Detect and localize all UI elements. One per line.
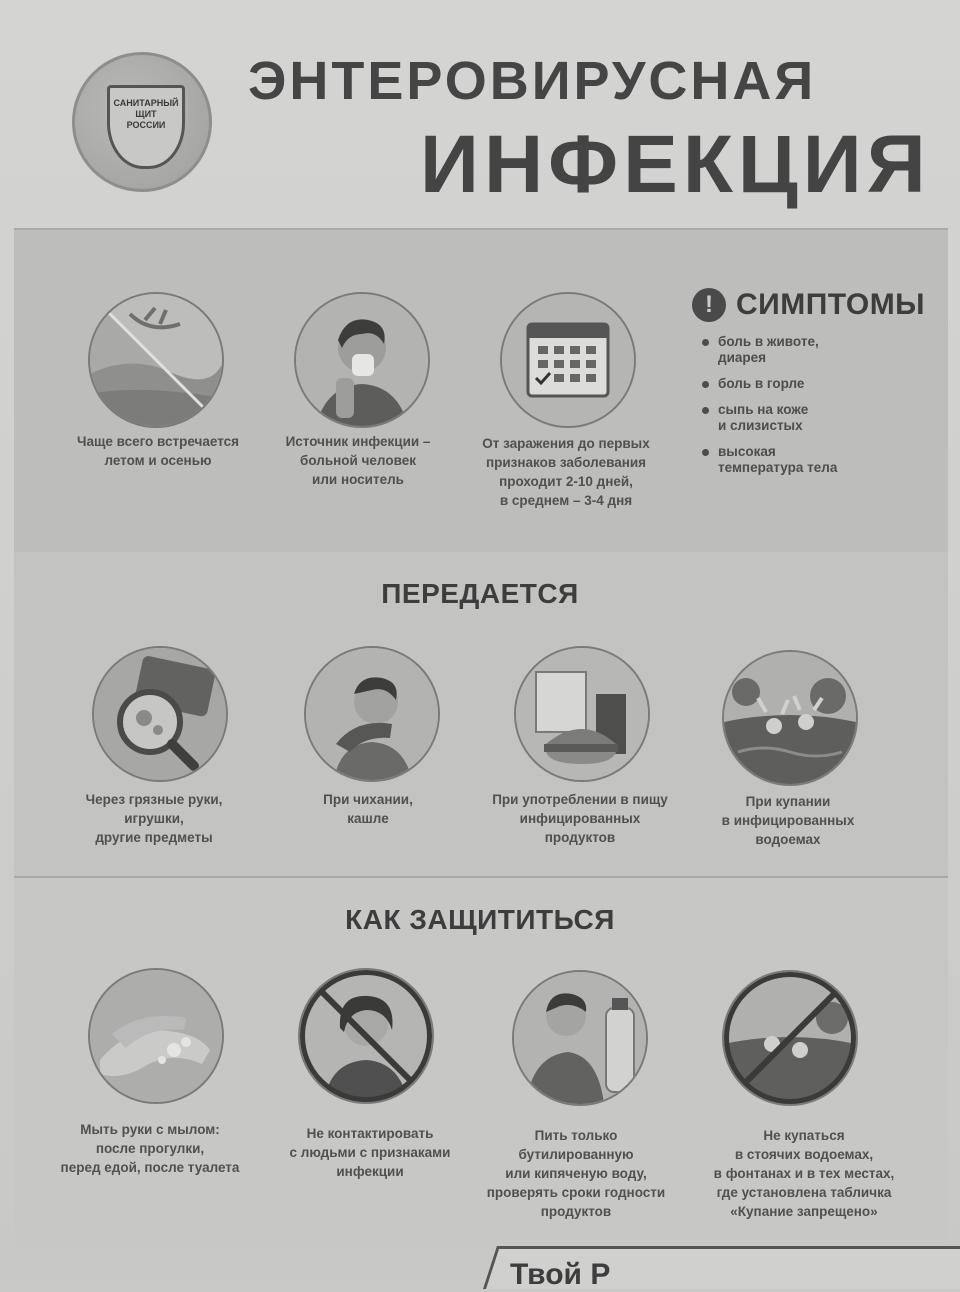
- caption-line: водоемах: [755, 832, 821, 847]
- caption-line: в среднем – 3-4 дня: [499, 493, 633, 508]
- symptom-item: сыпь на коже и слизистых: [692, 402, 932, 434]
- transmission-caption-sneeze: [268, 790, 468, 828]
- info-caption-incubation: [466, 434, 666, 510]
- no-contact-sick-icon: [298, 968, 434, 1104]
- symptoms-block: [692, 288, 932, 486]
- caption-line: Чаще всего встречается: [76, 434, 240, 449]
- caption-line: кашле: [347, 811, 389, 826]
- transmission-title: ПЕРЕДАЕТСЯ: [381, 578, 579, 609]
- logo-text: [110, 98, 182, 131]
- logo-line: САНИТАРНЫЙ: [113, 98, 179, 108]
- caption-line: где установлена табличка: [716, 1185, 892, 1200]
- sneezing-person-icon: [304, 646, 440, 782]
- info-caption-source: [258, 432, 458, 489]
- caption-line: признаков заболевания: [485, 455, 647, 470]
- title-line-1: ЭНТЕРОВИРУСНАЯ: [248, 51, 817, 111]
- caption-line: Не контактировать: [306, 1126, 434, 1141]
- caption-line: При чихании,: [323, 792, 413, 807]
- caption-line: в инфицированных: [721, 813, 855, 828]
- logo-line: РОССИИ: [126, 120, 166, 130]
- caption-line: больной человек: [300, 453, 416, 468]
- caption-line: летом и осенью: [104, 453, 212, 468]
- caption-line: Не купаться: [763, 1128, 845, 1143]
- calendar-icon: [500, 292, 636, 428]
- food-drink-icon: [514, 646, 650, 782]
- exclamation-icon: !: [692, 288, 726, 322]
- caption-line: проходит 2-10 дней,: [499, 474, 633, 489]
- transmission-caption-hands: [54, 790, 254, 847]
- swimming-people-icon: [722, 650, 858, 786]
- symptom-item: высокая температура тела: [692, 444, 932, 476]
- transmission-caption-food: [480, 790, 680, 847]
- logo-line: ЩИТ: [135, 109, 157, 119]
- shield-icon: [107, 85, 185, 169]
- symptom-item: боль в животе, диарея: [692, 334, 932, 366]
- sick-person-icon: [294, 292, 430, 428]
- caption-line: другие предметы: [95, 830, 213, 845]
- caption-line: или кипяченую воду,: [505, 1166, 647, 1181]
- caption-line: инфицированных: [519, 811, 641, 826]
- caption-line: продуктов: [544, 830, 616, 845]
- hand-washing-icon: [88, 968, 224, 1104]
- protection-title: КАК ЗАЩИТИТЬСЯ: [345, 904, 615, 935]
- caption-line: игрушки,: [124, 811, 184, 826]
- caption-line: или носитель: [312, 472, 404, 487]
- caption-line: Пить только: [534, 1128, 618, 1143]
- caption-line: «Купание запрещено»: [730, 1204, 878, 1219]
- sanitary-shield-logo: [72, 52, 212, 192]
- magnifier-phone-icon: [92, 646, 228, 782]
- caption-line: инфекции: [336, 1164, 404, 1179]
- caption-line: в стоячих водоемах,: [734, 1147, 874, 1162]
- bottled-water-icon: [512, 970, 648, 1106]
- caption-line: От заражения до первых: [482, 436, 650, 451]
- caption-line: после прогулки,: [95, 1141, 205, 1156]
- caption-line: Источник инфекции –: [285, 434, 431, 449]
- protection-caption-water: [476, 1126, 676, 1221]
- footer-text: Твой Р: [510, 1258, 611, 1291]
- caption-line: продуктов: [540, 1204, 612, 1219]
- symptoms-title: СИМПТОМЫ: [736, 288, 926, 321]
- protection-caption-contact: [270, 1124, 470, 1181]
- caption-line: проверять сроки годности: [486, 1185, 666, 1200]
- caption-line: Мыть руки с мылом:: [80, 1122, 220, 1137]
- protection-caption-wash: [50, 1120, 250, 1177]
- symptom-item: боль в горле: [692, 376, 932, 392]
- info-caption-season: [58, 432, 258, 470]
- caption-line: перед едой, после туалета: [60, 1160, 240, 1175]
- caption-line: в фонтанах и в тех местах,: [713, 1166, 895, 1181]
- caption-line: При купании: [745, 794, 831, 809]
- title-line-2: ИНФЕКЦИЯ: [420, 119, 931, 210]
- transmission-caption-swimming: [688, 792, 888, 849]
- caption-line: бутилированную: [518, 1147, 634, 1162]
- protection-caption-no-swim: [696, 1126, 912, 1221]
- season-landscape-icon: [88, 292, 224, 428]
- caption-line: с людьми с признаками: [289, 1145, 451, 1160]
- caption-line: Через грязные руки,: [85, 792, 223, 807]
- caption-line: При употреблении в пищу: [492, 792, 668, 807]
- symptoms-list: [692, 334, 932, 476]
- no-swimming-icon: [722, 970, 858, 1106]
